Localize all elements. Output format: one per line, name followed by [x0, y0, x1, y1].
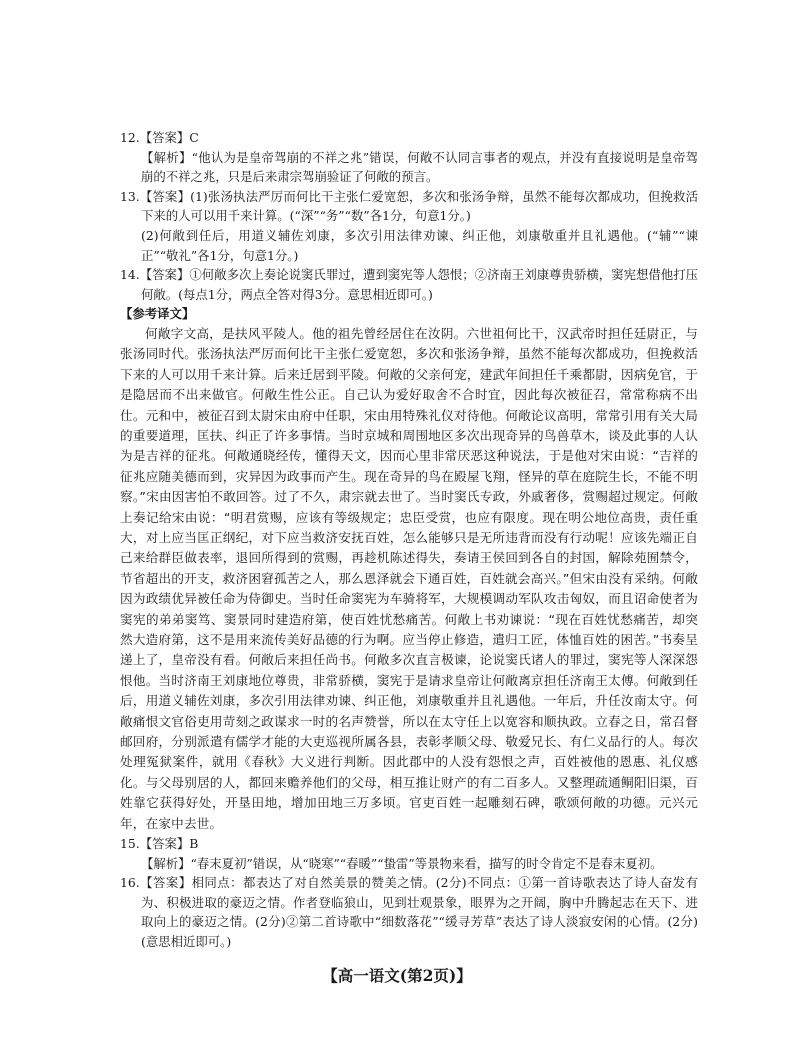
reference-translation-heading: 【参考译文】	[120, 306, 195, 322]
q13-answer-1: 13.【答案】(1)张汤执法严厉而何比干主张仁爱宽恕，多次和张汤争辩，虽然不能每次都成功，但挽救活下来的人可以用千来计算。(“深”“务”“数”各1分，句意1分。)	[120, 188, 698, 224]
answer-page	[120, 128, 698, 952]
page-footer: 【高一语文(第2页)】	[322, 966, 472, 985]
reference-translation-text: 何敞字文高，是扶风平陵人。他的祖先曾经居住在汝阴。六世祖何比干，汉武帝时担任廷尉正，与张汤同时代。张汤执法严厉而何比干主张仁爱宽恕，多次和张汤争辩，虽然不能每次都成功，但挽救活下来的人可以用千来计算。后来迁居到平陵。何敞的父亲何宠，建武年间担任千乘都尉，因病免官，于是隐居而不出来做官。何敞生性公正。自己认为爱好取舍不合时宜，因此每次被征召，常常称病不出仕。元和中，被征召到太尉宋由府中任职，宋由用特殊礼仪对待他。何敞论议高明，常常引用有关大局的重要道理，匡扶、纠正了许多事情。当时京城和周围地区多次出现奇异的鸟兽草木，谈及此事的人认为是吉祥的征兆。何敞通晓经传，懂得天文，因而心里非常厌恶这种说法，于是他对宋由说：“吉祥的征兆应随美德而到，灾异因为政事而产生。现在奇异的鸟在殿屋飞翔，怪异的草在庭院生长，不能不明察。”宋由因害怕不敢回答。过了不久，肃宗就去世了。当时窦氏专政，外戚奢侈，赏赐超过规定。何敞上奏记给宋由说：“明君赏赐，应该有等级规定；忠臣受赏，也应有限度。现在明公地位高贵，责任重大，对上应当匡正纲纪，对下应当救济安抚百姓，怎么能够只是无所违背而没有行动呢！应该先端正自己来给群臣做表率，退回所得到的赏赐，再趁机陈述得失，奏请王侯回到各自的封国，解除苑囿禁令，节省超出的开支，救济困窘孤苦之人，那么恩泽就会下通百姓，百姓就会高兴。”但宋由没有采纳。何敞因为政绩优异被任命为侍御史。当时任命窦宪为车骑将军，大规模调动军队攻击匈奴，而且诏命使者为窦宪的弟弟窦笃、窦景同时建造府第，使百姓忧愁痛苦。何敞上书劝谏说：“现在百姓忧愁痛苦，却突然大造府第，这不是用来流传美好品德的行为啊。应当停止修造，遣归工匠，体恤百姓的困苦。”书奏呈递上了，皇帝没有看。何敞后来担任尚书。何敞多次直言极谏，论说窦氏诸人的罪过，窦宪等人深深怨恨他。当时济南王刘康地位尊贵，非常骄横，窦宪于是请求皇帝让何敞离京担任济南王太傅。何敞到任后，用道义辅佐刘康，多次引用法律劝谏、纠正他，刘康敬重并且礼遇他。一年后，升任汝南太守。何敞痛恨文官俗吏用苛刻之政谋求一时的名声赞誉，所以在太守任上以宽容和顺执政。立春之日，常召督邮回府，分别派遣有儒学才能的大吏巡视所属各县，表彰孝顺父母、敬爱兄长、有仁义品行的人。每次处理冤狱案件，就用《春秋》大义进行判断。因此郡中的人没有怨恨之声，百姓被他的恩惠、礼仪感化。与父母别居的人，都回来赡养他们的父母，相互推让财产的有二百多人。又整理疏通鲖阳旧渠，百姓靠它获得好处，开垦田地，增加田地三万多顷。官吏百姓一起雕刻石碑，歌颂何敞的功德。元兴元年，在家中去世。	[120, 325, 698, 831]
q15-analysis: 【解析】“春末夏初”错误，从“晓寒”“春暖”“蛰雷”等景物来看，描写的时令肯定不是春末夏初。	[141, 855, 663, 871]
q12-answer: 12.【答案】C	[120, 130, 199, 145]
q14-answer: 14.【答案】①何敞多次上奏论说窦氏罪过，遭到窦宪等人怨恨；②济南王刘康尊贵骄横，窦宪想借他打压何敞。(每点1分，两点全答对得3分。意思相近即可。)	[120, 267, 698, 302]
q12-analysis: 【解析】“他认为是皇帝驾崩的不祥之兆”错误，何敞不认同言事者的观点，并没有直接说明是皇帝驾崩的不祥之兆，只是后来肃宗驾崩验证了何敞的预言。	[141, 149, 698, 185]
q16-answer: 16.【答案】相同点：都表达了对自然美景的赞美之情。(2分)不同点：①第一首诗歌表达了诗人奋发有为、积极进取的豪迈之情。作者登临狼山，见到壮观景象，眼界为之开阔，胸中升腾起志在天下、进取向上的豪迈之情。(2分)②第二首诗歌中“细数落花”“缓寻芳草”表达了诗人淡寂安闲的心情。(2分)(意思相近即可。)	[120, 875, 698, 950]
q15-answer: 15.【答案】B	[120, 836, 199, 852]
q13-answer-2: (2)何敞到任后，用道义辅佐刘康，多次引用法律劝谏、纠正他，刘康敬重并且礼遇他。(“辅”“谏正”“敬礼”各1分，句意1分。)	[141, 227, 698, 263]
